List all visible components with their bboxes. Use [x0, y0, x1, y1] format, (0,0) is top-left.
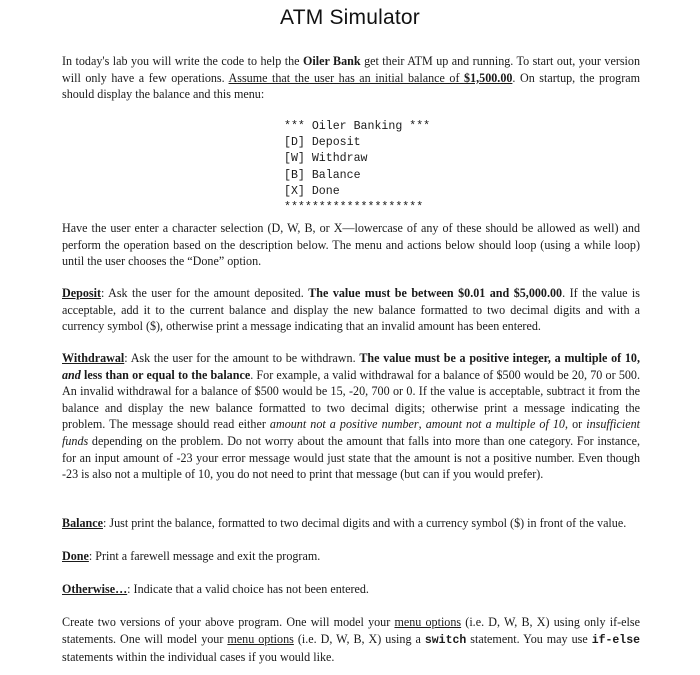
menu-item-deposit: [D] Deposit [284, 136, 361, 150]
closing-text: (i.e. D, W, B, X) using a [293, 631, 425, 646]
bank-name: Oiler Bank [302, 54, 361, 68]
error-message: amount not a positive number [269, 417, 419, 432]
initial-balance-note: Assume that the user has an initial balance of [228, 70, 465, 85]
withdrawal-rule: less than or equal to the balance [80, 367, 251, 382]
menu-options-term: menu options [227, 631, 294, 646]
menu-header: *** Oiler Banking *** [284, 120, 431, 133]
menu-listing [284, 119, 430, 216]
otherwise-text: : Indicate that a valid choice has not been entered. [127, 582, 369, 596]
menu-options-term: menu options [394, 615, 462, 629]
balance-text: : Just print the balance, formatted to two decimal digits and with a currency symbol ($) in front of the value. [102, 516, 627, 530]
selection-paragraph: Have the user enter a character selection (D, W, B, or X—lowercase of any of these should be allowed as well) and perform the operation based on the description below. The menu and actions below should loop (using a while loop) until the user chooses the “Done” option. [62, 221, 640, 269]
deposit-text: . If the value is acceptable, add it to the current balance and display the new balance formatted to two decimal digits and with a currency symbol ($), otherwise print a message indicating that an invalid amount has been entered. [62, 286, 641, 334]
withdrawal-rule: and [62, 367, 81, 382]
balance-label: Balance [62, 516, 103, 530]
closing-text: (i.e. D, W, B, X) using only if-else statements. One will model your [62, 615, 640, 646]
withdrawal-text: : Ask the user for the amount to be withdrawn. [124, 351, 360, 365]
withdrawal-paragraph [62, 350, 640, 483]
menu-item-done: [X] Done [284, 184, 340, 198]
closing-text: statement. You may use [466, 631, 592, 646]
closing-text: statements within the individual cases if you would like. [62, 650, 335, 665]
closing-text: Create two versions of your above program. One will model your [62, 615, 395, 629]
done-text: : Print a farewell message and exit the program. [88, 549, 321, 563]
intro-text: . On startup, the program should display the balance and this menu: [62, 70, 640, 102]
error-message: amount not a multiple of 10 [425, 417, 565, 432]
otherwise-paragraph [62, 581, 640, 598]
withdrawal-text: depending on the problem. Do not worry about the amount that falls into more than one category. For instance, for an input amount of -23 your error message would just state that the amount is not a positive number. Even though -23 is also not a multiple of 10, you do not need to print that message (but can if you would prefer). [62, 433, 640, 482]
deposit-text: : Ask the user for the amount deposited. [100, 286, 309, 300]
intro-paragraph [62, 53, 640, 103]
page-title: ATM Simulator [280, 6, 420, 29]
if-else-keyword: if-else [591, 633, 641, 647]
error-message: insufficient funds [62, 417, 640, 448]
menu-item-withdraw: [W] Withdraw [284, 152, 368, 166]
withdrawal-text: . For example, a valid withdrawal for a balance of $500 would be 20, 70 or 500. An invalid withdrawal for a balance of $500 would be 15, -20, 700 or 0. If the value is acceptable, subtract it from the balance and display the new balance formatted to two decimal digits; otherwise print a message indicating the problem. The message should read either [62, 367, 640, 432]
withdrawal-rule: The value must be a positive integer, a multiple of 10, [359, 351, 640, 365]
menu-item-balance: [B] Balance [284, 168, 361, 182]
intro-text: get their ATM up and running. To start out, your version will only have a few operations. [62, 54, 641, 85]
withdrawal-text: , [418, 417, 426, 432]
switch-keyword: switch [424, 633, 467, 647]
intro-text: In today's lab you will write the code to help the [62, 54, 303, 68]
done-label: Done [62, 549, 89, 563]
balance-paragraph [62, 515, 640, 532]
withdrawal-text: , or [564, 417, 587, 432]
done-paragraph [62, 548, 640, 565]
withdrawal-label: Withdrawal [62, 351, 125, 365]
deposit-paragraph [62, 285, 640, 335]
menu-footer: ******************** [284, 201, 424, 215]
deposit-rule: The value must be between $0.01 and $5,000.00 [308, 286, 563, 300]
otherwise-label: Otherwise… [62, 582, 128, 596]
initial-balance-amount: $1,500.00 [464, 70, 513, 85]
closing-paragraph [62, 614, 640, 666]
deposit-label: Deposit [62, 286, 101, 300]
